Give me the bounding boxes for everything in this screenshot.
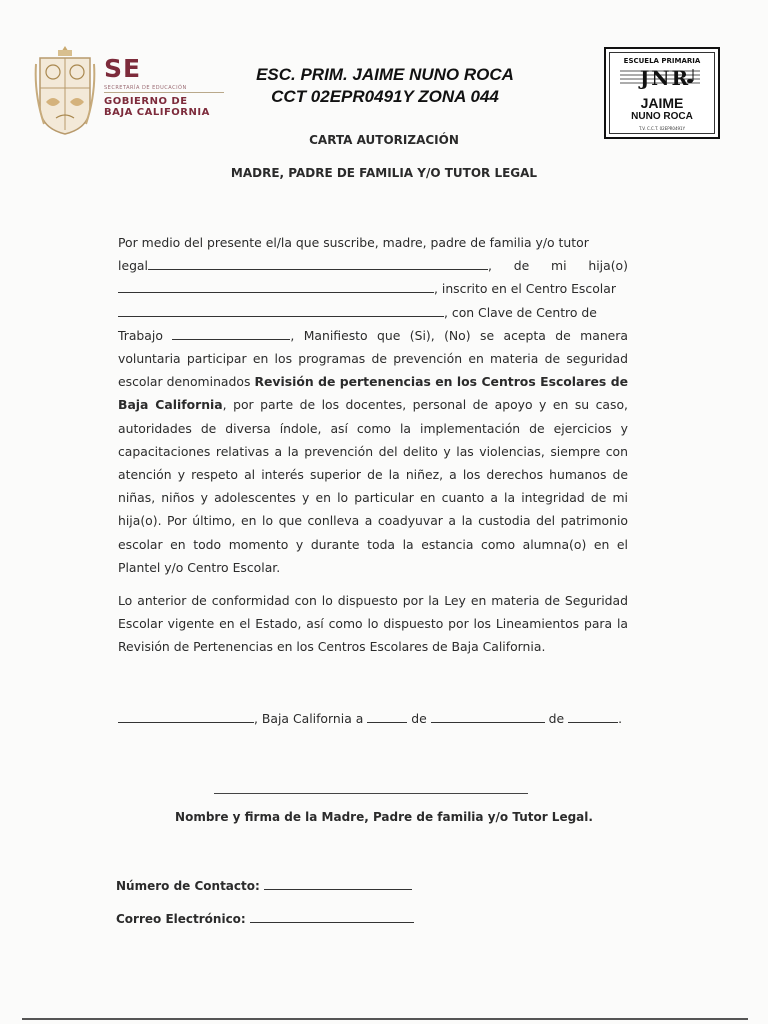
signature-line[interactable]: [214, 793, 528, 794]
body-line-3: [118, 277, 628, 300]
school-logo-name-2: NUNO ROCA: [631, 111, 693, 122]
period: .: [618, 711, 623, 726]
baja-california-seal-icon: [34, 44, 96, 136]
school-name: ESC. PRIM. JAIME NUNO ROCA: [256, 65, 514, 84]
body-line-2: [118, 254, 628, 277]
trabajo-label: Trabajo: [118, 327, 163, 343]
place-date-line: [118, 709, 638, 726]
body-line-4: [118, 301, 628, 324]
work-center-code-blank[interactable]: [172, 326, 290, 340]
program-name: Revisión de pertenencias en los Centros Escolares de Baja California: [118, 374, 628, 413]
school-logo-name-1: JAIME: [640, 95, 684, 111]
se-government-logo: [104, 56, 234, 128]
manifiesto-text: , Manifiesto que (Si), (No) se acepta de manera voluntaria participar en los programas de prevención en materia de seguridad escolar denominados: [118, 327, 628, 390]
month-blank[interactable]: [431, 709, 545, 723]
student-name-blank[interactable]: [118, 279, 434, 293]
year-blank[interactable]: [568, 709, 618, 723]
day-blank[interactable]: [367, 709, 407, 723]
body-rest: , por parte de los docentes, personal de apoyo y en su caso, autoridades de diversa índole, así como la implementación de ejercicios y capacitaciones relativas a la prevención del delito y las violencias, siempre con atención y respeto al interés superior de la niñez, a los derechos humanos de niñas, niños y adolescentes y en lo particular en cuanto a la integridad de mi hija(o). Por último, en lo que conlleva a coadyuvar a la custodia del patrimonio escolar en todo momento y durante toda la estancia como alumna(o) en el Plantel y/o Centro Escolar.: [118, 397, 628, 575]
school-cct: CCT 02EPR0491Y ZONA 044: [271, 87, 499, 106]
school-logo: [604, 47, 720, 139]
phone-blank[interactable]: [264, 876, 412, 890]
word-hijo: hija(o): [588, 258, 628, 274]
document-title: CARTA AUTORIZACIÓN: [309, 133, 459, 147]
city-blank[interactable]: [118, 709, 254, 723]
body-line-1: Por medio del presente el/la que suscribe, madre, padre de familia y/o tutor: [118, 235, 589, 250]
se-subtitle: SECRETARÍA DE EDUCACIÓN: [104, 85, 187, 91]
de-2: de: [548, 711, 565, 726]
de-1: de: [411, 711, 427, 726]
email-blank[interactable]: [250, 909, 414, 923]
school-logo-code: T.V. C.C.T. 02EPR0491Y: [638, 126, 686, 131]
guardian-name-blank[interactable]: [148, 256, 488, 270]
signature-label: Nombre y firma de la Madre, Padre de familia y/o Tutor Legal.: [175, 810, 593, 824]
bottom-rule: [22, 1018, 748, 1020]
contact-phone-row: [116, 876, 412, 893]
letter-body: [118, 231, 628, 659]
school-logo-top-text: ESCUELA PRIMARIA: [623, 57, 701, 65]
se-divider: [104, 92, 224, 93]
word-mi: mi: [551, 258, 567, 274]
word-de: de: [513, 258, 530, 274]
contact-email-row: [116, 909, 414, 926]
school-center-blank[interactable]: [118, 303, 444, 317]
comma: ,: [487, 258, 492, 274]
inscrito-text: , inscrito en el Centro Escolar: [434, 281, 616, 297]
clave-text: , con Clave de Centro de: [444, 304, 597, 320]
body-paragraph-1: [118, 231, 628, 579]
school-logo-monogram: JNR: [639, 66, 691, 90]
email-label: Correo Electrónico:: [116, 912, 246, 926]
legal-label: legal: [118, 258, 148, 274]
se-letters: SE: [104, 54, 142, 83]
school-heading: [240, 64, 530, 108]
document-subtitle: MADRE, PADRE DE FAMILIA Y/O TUTOR LEGAL: [230, 166, 538, 180]
baja-california-a: , Baja California a: [254, 711, 364, 726]
se-government-name: [104, 96, 210, 118]
gob-line-2: BAJA CALIFORNIA: [104, 107, 210, 118]
gob-line-1: GOBIERNO DE: [104, 96, 188, 107]
body-paragraph-2: Lo anterior de conformidad con lo dispuesto por la Ley en materia de Seguridad Escolar vigente en el Estado, así como lo dispuesto por los Lineamientos para la Revisión de Pertenencias en los Centros Escolares de Baja California.: [118, 593, 628, 655]
phone-label: Número de Contacto:: [116, 879, 260, 893]
